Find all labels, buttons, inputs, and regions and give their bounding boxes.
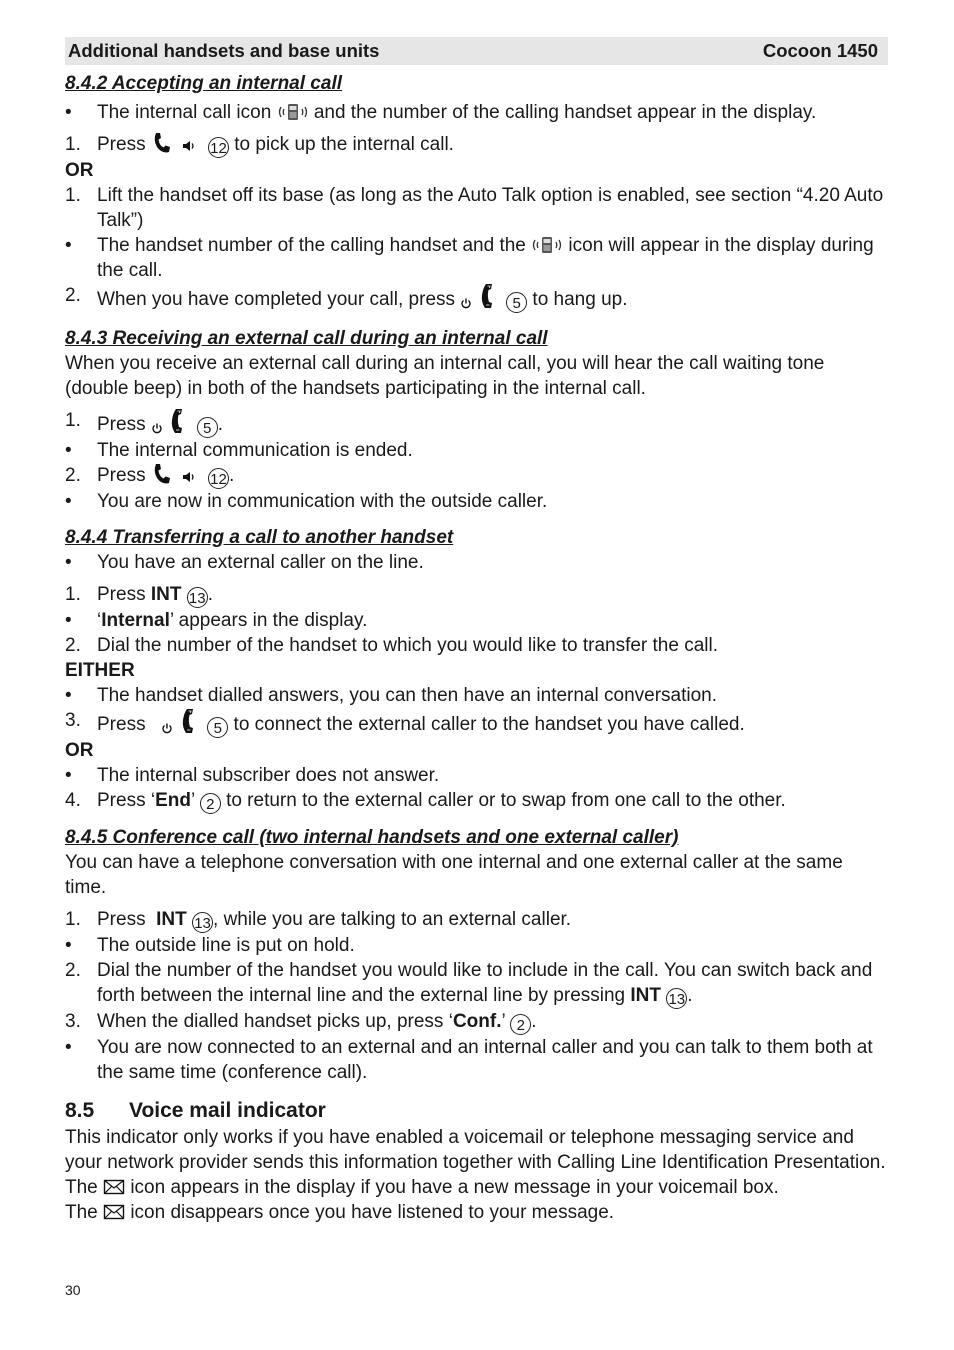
section-8-4-4-title: 8.4.4 Transferring a call to another handset bbox=[65, 527, 454, 548]
numbered-step: 3. Press 5 to connect the external caller to the handset you have called. bbox=[65, 710, 745, 737]
or-label: OR bbox=[65, 740, 94, 761]
bullet-item: • You are now connected to an external and an internal caller and you can talk to them both at the same time (conference call). bbox=[65, 1037, 873, 1083]
bullet-item: • The internal subscriber does not answer. bbox=[65, 765, 440, 786]
key-5: 5 bbox=[197, 417, 218, 438]
talk-handset-icon bbox=[151, 463, 171, 485]
manual-page bbox=[65, 37, 888, 1225]
speaker-icon bbox=[181, 469, 197, 485]
hang-up-icon bbox=[179, 708, 197, 734]
numbered-step: 1. Press 5 . bbox=[65, 410, 223, 437]
numbered-step: 2. Dial the number of the handset to which you would like to transfer the call. bbox=[65, 635, 719, 656]
speaker-icon bbox=[181, 138, 197, 154]
numbered-step: 2. When you have completed your call, press 5 to hang up. bbox=[65, 285, 628, 312]
bullet-item: • ‘Internal’ appears in the display. bbox=[65, 610, 368, 631]
either-label: EITHER bbox=[65, 660, 135, 681]
envelope-icon bbox=[103, 1179, 125, 1195]
key-12: 12 bbox=[208, 468, 229, 489]
numbered-step: 3. When the dialled handset picks up, press ‘Conf.’ 2 . bbox=[65, 1011, 537, 1034]
page-number: 30 bbox=[65, 1282, 81, 1298]
numbered-step: 2. Dial the number of the handset you would like to include in the call. You can switch back and forth between the internal line and the external line by pressing INT 13 . bbox=[65, 960, 873, 1008]
bullet-item: • The handset number of the calling handset and the icon will appear in the display during the call. bbox=[65, 235, 874, 281]
envelope-icon bbox=[103, 1204, 125, 1220]
talk-handset-icon bbox=[151, 132, 171, 154]
numbered-step: 2. Press 12 . bbox=[65, 465, 235, 488]
numbered-step: 1. Press INT 13 . bbox=[65, 584, 214, 607]
intercom-icon bbox=[531, 235, 563, 255]
header-section-title: Additional handsets and base units bbox=[68, 40, 380, 61]
hang-up-icon bbox=[168, 408, 186, 434]
paragraph: The icon disappears once you have listened to your message. bbox=[65, 1202, 615, 1223]
paragraph: This indicator only works if you have enabled a voicemail or telephone messaging service and your network provider sends this information together with Calling Line Identification Presentation. bbox=[65, 1127, 886, 1173]
key-2: 2 bbox=[200, 793, 221, 814]
key-5: 5 bbox=[207, 717, 228, 738]
bullet-item: • The internal call icon and the number of the calling handset appear in the display. bbox=[65, 102, 817, 123]
numbered-step: 4. Press ‘End’ 2 to return to the external caller or to swap from one call to the other. bbox=[65, 790, 786, 813]
or-label: OR bbox=[65, 160, 94, 181]
section-8-5-heading: 8.5 Voice mail indicator bbox=[65, 1099, 326, 1122]
section-8-4-3-title: 8.4.3 Receiving an external call during an internal call bbox=[65, 328, 548, 349]
key-12: 12 bbox=[208, 137, 229, 158]
paragraph: The icon appears in the display if you have a new message in your voicemail box. bbox=[65, 1177, 779, 1198]
key-5: 5 bbox=[506, 292, 527, 313]
bullet-item: • The outside line is put on hold. bbox=[65, 935, 355, 956]
key-13: 13 bbox=[666, 988, 687, 1009]
key-2: 2 bbox=[510, 1014, 531, 1035]
page-header bbox=[65, 37, 888, 65]
numbered-step: 1. Press INT 13 , while you are talking to an external caller. bbox=[65, 909, 572, 932]
key-13: 13 bbox=[187, 587, 208, 608]
section-8-4-2-title: 8.4.2 Accepting an internal call bbox=[65, 73, 343, 94]
power-icon bbox=[161, 720, 173, 734]
numbered-step: 1. Press 12 to pick up the internal call. bbox=[65, 134, 454, 157]
numbered-step: 1. Lift the handset off its base (as long as the Auto Talk option is enabled, see section “4.20 Auto Talk”) bbox=[65, 185, 884, 231]
key-13: 13 bbox=[192, 912, 213, 933]
hang-up-icon bbox=[478, 283, 496, 309]
power-icon bbox=[151, 420, 163, 434]
intercom-icon bbox=[277, 102, 309, 122]
header-product-name: Cocoon 1450 bbox=[762, 40, 878, 61]
paragraph: You can have a telephone conversation with one internal and one external caller at the same time. bbox=[65, 852, 843, 898]
section-8-4-5-title: 8.4.5 Conference call (two internal handsets and one external caller) bbox=[65, 827, 679, 848]
bullet-item: • You have an external caller on the line. bbox=[65, 552, 424, 573]
bullet-item: • The handset dialled answers, you can then have an internal conversation. bbox=[65, 685, 718, 706]
paragraph: When you receive an external call during an internal call, you will hear the call waiting tone (double beep) in both of the handsets participating in the internal call. bbox=[65, 353, 825, 399]
bullet-item: • You are now in communication with the outside caller. bbox=[65, 491, 548, 512]
bullet-item: • The internal communication is ended. bbox=[65, 440, 413, 461]
power-icon bbox=[460, 295, 472, 309]
